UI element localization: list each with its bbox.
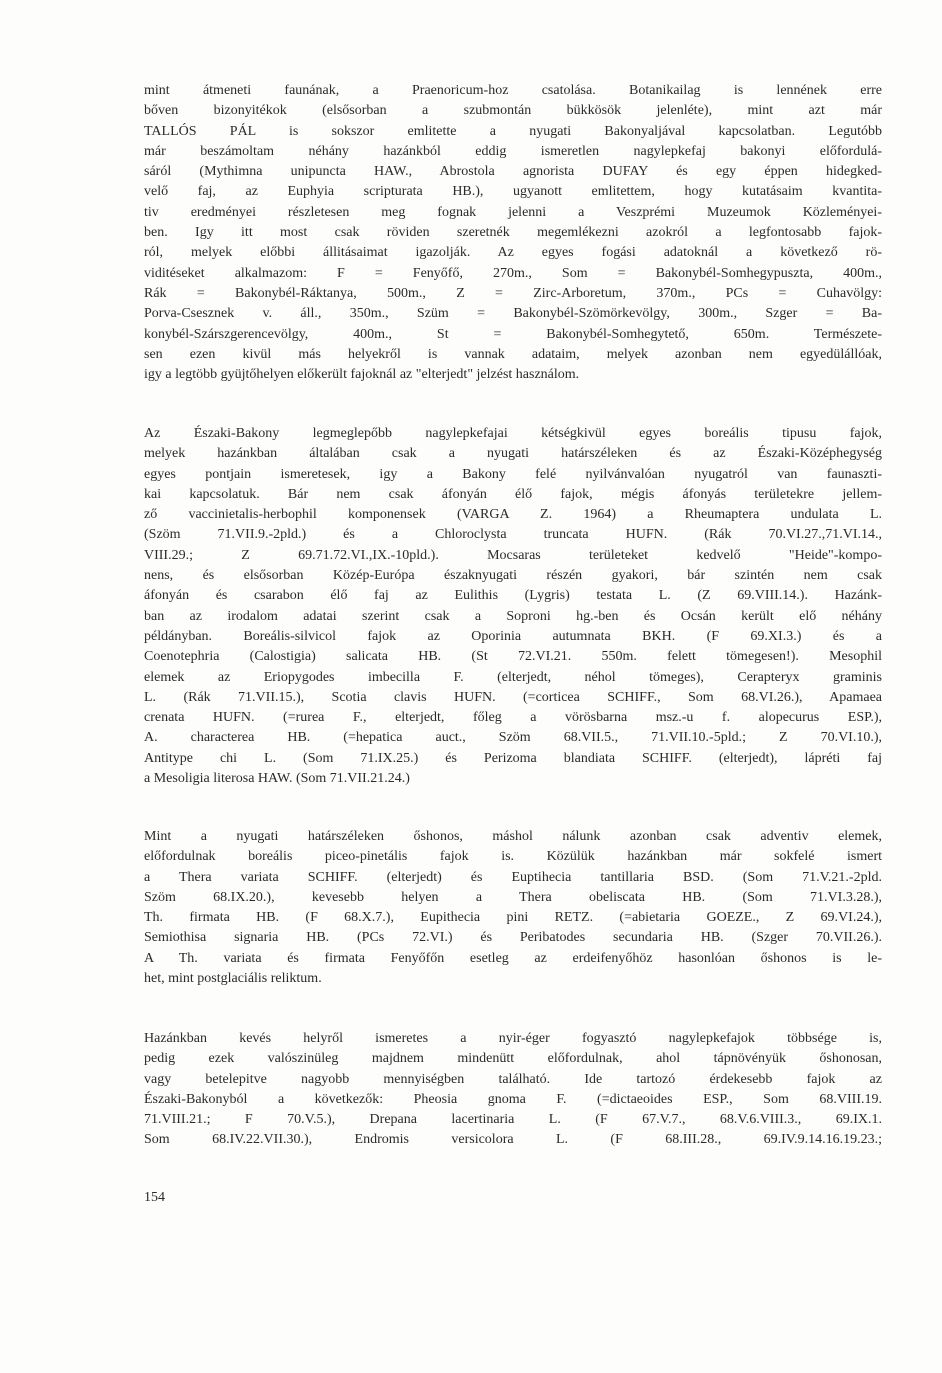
text-line: 71.VIII.21.; F 70.V.5.), Drepana lacertinaria L. (F 67.V.7., 68.V.6.VIII.3., 69.IX.1.	[144, 1112, 882, 1128]
text-line: ző vaccinietalis-herbophil komponensek (VARGA Z. 1964) a Rheumaptera undulata L.	[144, 507, 882, 523]
text-line: előfordulnak boreális piceo-pinetális fajok is. Közülük hazánkban már sokfelé ismert	[144, 849, 882, 865]
text-line: vagy betelepitve nagyobb mennyiségben található. Ide tartozó érdekesebb fajok az	[144, 1071, 882, 1087]
text-line: viditéseket alkalmazom: F = Fenyőfő, 270m., Som = Bakonybél-Somhegypuszta, 400m.,	[144, 265, 882, 281]
text-line: Északi-Bakonyból a következők: Pheosia gnoma F. (=dictaeoides ESP., Som 68.VIII.19.	[144, 1091, 882, 1107]
text-line: igy a legtöbb gyüjtőhelyen előkerült fajoknál az "elterjedt" jelzést használom.	[144, 367, 580, 383]
text-line: már beszámoltam néhány hazánkból eddig ismeretlen nagylepkefaj bakonyi előfordulá-	[144, 143, 882, 159]
text-line: bőven bizonyitékok (elsősorban a szubmontán bükkösök jelenléte), mint azt már	[144, 103, 882, 119]
text-line: Szöm 68.IX.20.), kevesebb helyen a Thera obeliscata HB. (Som 71.VI.3.28.),	[144, 889, 882, 905]
text-line: ról, melyek előbbi állitásaimat igazolják. Az egyes fogási adatoknál a következő rö-	[144, 245, 882, 261]
text-line: A Th. variata és firmata Fenyőfőn esetleg az erdeifenyőhöz hasonlóan őshonos is le-	[144, 950, 882, 966]
text-line: melyek hazánkban általában csak a nyugati határszéleken és az Északi-Középhegység	[144, 446, 882, 462]
text-line: ben. Igy itt most csak röviden szeretnék megemlékezni azokról a legfontosabb fajok-	[144, 225, 882, 241]
text-line: ban az irodalom adatai szerint csak a Soproni hg.-ben és Ocsán került elő néhány	[144, 608, 882, 624]
text-line: kai kapcsolatuk. Bár nem csak áfonyán élő fajok, mégis áfonyás területekre jellem-	[144, 486, 882, 502]
text-line: Hazánkban kevés helyről ismeretes a nyir-éger fogyasztó nagylepkefajok többsége is,	[144, 1031, 882, 1046]
text-line: TALLÓS PÁL is sokszor emlitette a nyugati Bakonyaljával kapcsolatban. Legutóbb	[144, 123, 882, 139]
paragraph-faunal-connections	[144, 81, 882, 385]
text-line: a Thera variata SCHIFF. (elterjedt) és Euptihecia tantillaria BSD. (Som 71.V.21.-2pld.	[144, 869, 882, 885]
text-line: elemek az Eriopygodes imbecilla F. (elterjedt, néhol tömeges), Cerapteryx graminis	[144, 669, 882, 685]
text-line: példányban. Boreális-silvicol fajok az Oporinia autumnata BKH. (F 69.XI.3.) és a	[144, 628, 882, 644]
text-line: Porva-Csesznek v. áll., 350m., Szüm = Bakonybél-Szömörkevölgy, 300m., Szger = Ba-	[144, 306, 882, 322]
text-line: VIII.29.; Z 69.71.72.VI.,IX.-10pld.). Mocsaras területeket kedvelő "Heide"-kompo-	[144, 547, 882, 563]
text-line: Mint a nyugati határszéleken őshonos, máshol nálunk azonban csak adventiv elemek,	[144, 829, 882, 844]
text-line: áfonyán és csarabon élő faj az Eulithis (Lygris) testata L. (Z 69.VIII.14.). Hazánk-	[144, 588, 882, 604]
text-line: sen ezen kivül más helyekről is vannak adataim, melyek azonban nem egyedülállóak,	[144, 346, 882, 362]
text-line: Rák = Bakonybél-Ráktanya, 500m., Z = Zirc-Arboretum, 370m., PCs = Cuhavölgy:	[144, 285, 882, 301]
paragraph-birch-alder-species	[144, 1029, 882, 1151]
page-number: 154	[144, 1190, 165, 1205]
text-line: konybél-Szárszgerencevölgy, 400m., St = Bakonybél-Somhegytető, 650m. Természete-	[144, 326, 882, 342]
text-line: Antitype chi L. (Som 71.IX.25.) és Perizoma blandiata SCHIFF. (elterjedt), lápréti faj	[144, 750, 882, 766]
text-line: A. characterea HB. (=hepatica auct., Szöm 68.VII.5., 71.VII.10.-5pld.; Z 70.VI.10.),	[144, 730, 882, 746]
text-line: Az Északi-Bakony legmeglepőbb nagylepkefajai kétségkivül egyes boreális tipusu fajok,	[144, 426, 882, 441]
text-line: crenata HUFN. (=rurea F., elterjedt, főleg a vörösbarna msz.-u f. alopecurus ESP.),	[144, 710, 882, 726]
text-line: velő faj, az Euphyia scripturata HB.), ugyanott emlitettem, hogy kutatásaim kvantita-	[144, 184, 882, 200]
text-line: tiv eredményei részletesen meg fognak jelenni a Veszprémi Muzeumok Közleményei-	[144, 204, 882, 220]
text-line: Coenotephria (Calostigia) salicata HB. (St 72.VI.21. 550m. felett tömegesen!). Mesophil	[144, 649, 882, 665]
text-line: egyes pontjain ismeretesek, igy a Bakony felé nyilvánvalóan nyugatról van faunaszti-	[144, 466, 882, 482]
text-line: het, mint postglaciális reliktum.	[144, 971, 322, 987]
text-line: Som 68.IV.22.VII.30.), Endromis versicolora L. (F 68.III.28., 69.IV.9.14.16.19.23.;	[144, 1132, 882, 1148]
text-line: Th. firmata HB. (F 68.X.7.), Eupithecia pini RETZ. (=abietaria GOEZE., Z 69.VI.24.),	[144, 910, 882, 926]
text-line: (Szöm 71.VII.9.-2pld.) és a Chloroclysta truncata HUFN. (Rák 70.VI.27.,71.VI.14.,	[144, 527, 882, 543]
paragraph-piceo-pinetal-species	[144, 827, 882, 989]
text-line: L. (Rák 71.VII.15.), Scotia clavis HUFN. (=corticea SCHIFF., Som 68.VI.26.), Apamaea	[144, 689, 882, 705]
text-line: sáról (Mythimna unipuncta HAW., Abrostola agnorista DUFAY és egy éppen hidegked-	[144, 164, 882, 180]
paragraph-boreal-species	[144, 424, 882, 789]
text-line: pedig ezek valószinüleg majdnem mindenütt előfordulnak, ahol tápnövényük őshonosan,	[144, 1051, 882, 1067]
text-line: Semiothisa signaria HB. (PCs 72.VI.) és Peribatodes secundaria HB. (Szger 70.VII.26.).	[144, 930, 882, 946]
text-line: mint átmeneti faunának, a Praenoricum-hoz csatolása. Botanikailag is lennének erre	[144, 83, 882, 98]
text-line: nens, és elsősorban Közép-Európa északnyugati részén gyakori, bár szintén nem csak	[144, 568, 882, 584]
text-line: a Mesoligia literosa HAW. (Som 71.VII.21.24.)	[144, 771, 410, 787]
